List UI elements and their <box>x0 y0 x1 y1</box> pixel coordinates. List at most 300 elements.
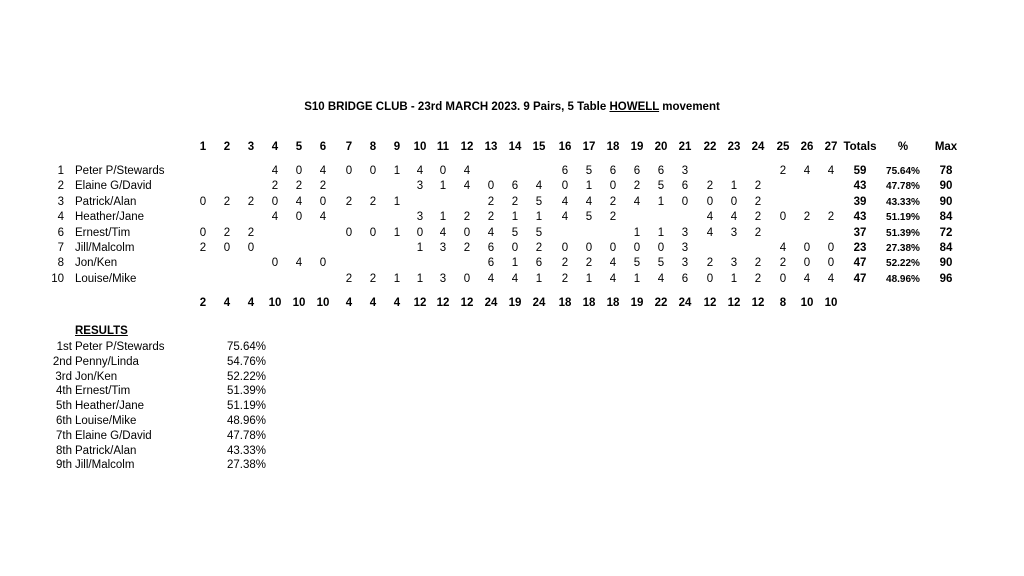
row-percent: 52.22% <box>886 258 920 269</box>
score-cell: 0 <box>633 242 641 254</box>
row-max: 90 <box>939 196 953 208</box>
score-cell <box>265 272 285 287</box>
score-cell <box>217 179 237 194</box>
board-header: 2 <box>223 141 231 153</box>
score-cell: 0 <box>585 242 593 254</box>
board-max: 12 <box>703 297 717 309</box>
score-cell: 4 <box>585 196 593 208</box>
score-cell: 2 <box>706 257 714 269</box>
row-max: 84 <box>939 211 953 223</box>
score-cell: 2 <box>511 196 519 208</box>
results-heading: RESULTS <box>75 325 128 337</box>
board-max: 4 <box>223 297 231 309</box>
score-cell: 0 <box>827 242 835 254</box>
score-cell: 1 <box>511 257 519 269</box>
max-header: Max <box>934 141 958 153</box>
score-cell: 1 <box>393 273 401 285</box>
score-cell: 3 <box>681 227 689 239</box>
pair-number: 6 <box>57 227 64 239</box>
row-percent: 43.33% <box>886 197 920 208</box>
board-max: 12 <box>413 297 427 309</box>
score-cell <box>265 241 285 256</box>
score-cell <box>724 241 744 256</box>
score-cell: 2 <box>609 211 617 223</box>
score-cell: 6 <box>561 165 569 177</box>
pair-number: 7 <box>57 242 64 254</box>
score-cell: 0 <box>609 180 617 192</box>
score-cell <box>529 164 549 179</box>
score-cell: 3 <box>416 180 424 192</box>
board-max: 4 <box>247 297 255 309</box>
score-cell: 4 <box>827 273 835 285</box>
board-max: 24 <box>678 297 692 309</box>
board-max: 12 <box>436 297 450 309</box>
score-cell: 2 <box>561 273 569 285</box>
score-cell: 2 <box>369 196 377 208</box>
score-cell: 4 <box>803 165 811 177</box>
score-cell: 0 <box>295 165 303 177</box>
board-max: 19 <box>508 297 522 309</box>
score-cell: 2 <box>706 180 714 192</box>
result-place: 7th <box>56 430 72 442</box>
score-cell <box>363 179 383 194</box>
score-cell: 5 <box>535 196 543 208</box>
pair-name: Louise/Mike <box>75 273 137 285</box>
score-cell: 3 <box>681 257 689 269</box>
score-cell: 0 <box>247 242 255 254</box>
score-cell <box>363 241 383 256</box>
score-cell: 3 <box>681 242 689 254</box>
score-cell <box>821 179 841 194</box>
score-cell: 6 <box>681 180 689 192</box>
score-cell <box>387 256 407 271</box>
score-cell: 2 <box>463 211 471 223</box>
pair-name: Elaine G/David <box>75 180 152 192</box>
score-cell <box>773 179 793 194</box>
score-cell: 0 <box>319 257 327 269</box>
score-cell: 4 <box>633 196 641 208</box>
score-cell: 4 <box>319 165 327 177</box>
score-cell: 1 <box>511 211 519 223</box>
score-cell: 2 <box>633 180 641 192</box>
score-cell <box>700 164 720 179</box>
result-percent: 52.22% <box>227 371 267 383</box>
board-header: 12 <box>460 141 474 153</box>
score-cell <box>217 256 237 271</box>
result-name: Ernest/Tim <box>75 385 131 397</box>
score-cell: 2 <box>487 196 495 208</box>
board-header: 17 <box>582 141 596 153</box>
result-place: 3rd <box>55 371 72 383</box>
result-place: 2nd <box>52 356 72 368</box>
board-max: 4 <box>345 297 353 309</box>
score-cell: 2 <box>463 242 471 254</box>
result-place: 4th <box>56 385 72 397</box>
score-cell: 4 <box>657 273 665 285</box>
board-header: 13 <box>484 141 498 153</box>
board-max: 22 <box>654 297 668 309</box>
score-cell: 1 <box>393 196 401 208</box>
board-header: 26 <box>800 141 814 153</box>
score-cell: 2 <box>271 180 279 192</box>
score-cell: 0 <box>803 242 811 254</box>
board-max: 4 <box>369 297 377 309</box>
pair-name: Heather/Jane <box>75 211 145 223</box>
score-cell: 4 <box>779 242 787 254</box>
score-cell: 4 <box>827 165 835 177</box>
pair-name: Ernest/Tim <box>75 227 131 239</box>
result-percent: 47.78% <box>227 430 267 442</box>
row-max: 72 <box>939 227 953 239</box>
score-cell <box>339 256 359 271</box>
score-cell <box>651 210 671 225</box>
score-cell: 0 <box>345 165 353 177</box>
totals-header: Totals <box>843 141 877 153</box>
score-cell <box>193 210 213 225</box>
score-cell: 5 <box>585 211 593 223</box>
result-name: Heather/Jane <box>75 400 145 412</box>
board-header: 4 <box>271 141 279 153</box>
score-cell: 2 <box>345 196 353 208</box>
score-cell: 2 <box>487 211 495 223</box>
score-cell <box>457 256 477 271</box>
score-cell: 2 <box>609 196 617 208</box>
score-cell: 5 <box>511 227 519 239</box>
result-place: 5th <box>56 400 72 412</box>
score-cell <box>289 226 309 241</box>
score-cell <box>363 210 383 225</box>
score-cell: 2 <box>319 180 327 192</box>
score-cell <box>387 210 407 225</box>
score-cell: 2 <box>345 273 353 285</box>
score-cell: 1 <box>657 227 665 239</box>
score-cell <box>821 226 841 241</box>
score-cell: 6 <box>535 257 543 269</box>
score-cell: 1 <box>730 180 738 192</box>
row-max: 90 <box>939 180 953 192</box>
board-max: 24 <box>532 297 546 309</box>
score-cell: 0 <box>463 227 471 239</box>
score-cell: 0 <box>827 257 835 269</box>
board-max: 12 <box>460 297 474 309</box>
score-cell <box>241 272 261 287</box>
score-cell: 6 <box>487 257 495 269</box>
score-cell: 1 <box>416 273 424 285</box>
board-max: 10 <box>800 297 814 309</box>
score-cell <box>241 164 261 179</box>
score-cell: 1 <box>730 273 738 285</box>
board-header: 16 <box>558 141 572 153</box>
score-cell: 0 <box>657 242 665 254</box>
score-cell: 3 <box>681 165 689 177</box>
score-cell <box>748 241 768 256</box>
board-max: 18 <box>582 297 596 309</box>
pair-number: 8 <box>57 257 64 269</box>
score-cell <box>313 272 333 287</box>
score-cell: 2 <box>585 257 593 269</box>
score-cell: 1 <box>657 196 665 208</box>
row-max: 90 <box>939 257 953 269</box>
score-cell <box>603 226 623 241</box>
score-cell: 4 <box>535 180 543 192</box>
score-cell <box>457 195 477 210</box>
score-cell <box>748 164 768 179</box>
row-total: 47 <box>853 257 867 269</box>
score-cell: 0 <box>561 180 569 192</box>
score-cell <box>339 241 359 256</box>
row-max: 96 <box>939 273 953 285</box>
score-cell: 4 <box>487 273 495 285</box>
score-cell <box>555 226 575 241</box>
title-suffix: movement <box>659 101 720 113</box>
score-cell: 0 <box>681 196 689 208</box>
score-cell: 5 <box>657 257 665 269</box>
score-cell: 0 <box>463 273 471 285</box>
score-cell: 2 <box>369 273 377 285</box>
score-cell: 6 <box>487 242 495 254</box>
score-cell: 1 <box>633 227 641 239</box>
score-cell <box>241 179 261 194</box>
score-cell: 2 <box>754 180 762 192</box>
result-name: Jill/Malcolm <box>75 459 135 471</box>
result-name: Patrick/Alan <box>75 445 137 457</box>
score-cell <box>289 272 309 287</box>
score-cell: 2 <box>754 273 762 285</box>
result-name: Louise/Mike <box>75 415 137 427</box>
score-cell: 0 <box>345 227 353 239</box>
score-cell: 1 <box>393 165 401 177</box>
score-cell: 4 <box>561 211 569 223</box>
score-cell: 2 <box>199 242 207 254</box>
score-cell <box>773 195 793 210</box>
row-total: 59 <box>853 165 867 177</box>
board-header: 14 <box>508 141 522 153</box>
score-cell: 3 <box>439 242 447 254</box>
pair-number: 2 <box>57 180 64 192</box>
score-cell: 2 <box>754 211 762 223</box>
board-header: 19 <box>630 141 644 153</box>
board-max: 2 <box>199 297 207 309</box>
score-cell: 2 <box>827 211 835 223</box>
score-cell: 6 <box>633 165 641 177</box>
score-cell: 4 <box>463 165 471 177</box>
score-cell: 1 <box>439 180 447 192</box>
score-cell <box>217 164 237 179</box>
pair-name: Peter P/Stewards <box>75 165 165 177</box>
score-cell: 4 <box>706 227 714 239</box>
score-cell: 0 <box>487 180 495 192</box>
score-cell: 4 <box>609 273 617 285</box>
row-total: 39 <box>853 196 867 208</box>
score-cell <box>505 164 525 179</box>
score-cell <box>433 256 453 271</box>
board-header: 20 <box>654 141 668 153</box>
board-max: 18 <box>558 297 572 309</box>
score-cell: 6 <box>681 273 689 285</box>
score-cell <box>193 179 213 194</box>
score-cell: 2 <box>779 165 787 177</box>
score-cell: 0 <box>779 273 787 285</box>
score-cell: 4 <box>511 273 519 285</box>
score-cell: 4 <box>706 211 714 223</box>
result-place: 1st <box>56 341 72 353</box>
board-max: 8 <box>779 297 787 309</box>
result-place: 8th <box>56 445 72 457</box>
score-cell <box>773 226 793 241</box>
result-percent: 51.39% <box>227 385 267 397</box>
board-header: 8 <box>369 141 377 153</box>
score-cell: 4 <box>487 227 495 239</box>
board-header: 7 <box>345 141 353 153</box>
board-header: 1 <box>199 141 207 153</box>
board-header: 22 <box>703 141 717 153</box>
board-max: 10 <box>268 297 282 309</box>
score-cell <box>217 210 237 225</box>
score-cell <box>481 164 501 179</box>
score-cell: 0 <box>223 242 231 254</box>
score-cell: 6 <box>609 165 617 177</box>
score-cell: 0 <box>271 196 279 208</box>
score-cell <box>387 179 407 194</box>
score-cell: 0 <box>271 257 279 269</box>
score-cell: 5 <box>585 165 593 177</box>
score-cell: 4 <box>271 211 279 223</box>
score-cell <box>797 226 817 241</box>
score-cell <box>797 179 817 194</box>
score-cell: 4 <box>295 196 303 208</box>
board-header: 10 <box>413 141 427 153</box>
score-cell: 2 <box>535 242 543 254</box>
result-place: 9th <box>56 459 72 471</box>
score-cell <box>339 179 359 194</box>
score-cell: 4 <box>609 257 617 269</box>
board-header: 27 <box>824 141 838 153</box>
score-cell <box>627 210 647 225</box>
row-total: 23 <box>853 242 867 254</box>
score-cell <box>217 272 237 287</box>
result-name: Peter P/Stewards <box>75 341 165 353</box>
row-percent: 75.64% <box>886 166 920 177</box>
score-cell <box>821 195 841 210</box>
score-cell: 4 <box>271 165 279 177</box>
score-cell <box>410 256 430 271</box>
score-cell: 2 <box>561 257 569 269</box>
board-max: 10 <box>316 297 330 309</box>
board-header: 18 <box>606 141 620 153</box>
pair-number: 10 <box>51 273 64 285</box>
score-cell: 0 <box>319 196 327 208</box>
score-cell: 6 <box>657 165 665 177</box>
row-percent: 47.78% <box>886 181 920 192</box>
result-percent: 75.64% <box>227 341 267 353</box>
board-max: 12 <box>727 297 741 309</box>
score-cell: 2 <box>803 211 811 223</box>
score-cell: 0 <box>295 211 303 223</box>
score-cell <box>724 164 744 179</box>
score-cell: 0 <box>706 196 714 208</box>
score-cell: 0 <box>416 227 424 239</box>
score-cell: 0 <box>561 242 569 254</box>
score-cell: 2 <box>779 257 787 269</box>
score-cell: 3 <box>439 273 447 285</box>
score-cell <box>241 210 261 225</box>
score-cell: 2 <box>754 227 762 239</box>
pair-number: 1 <box>57 165 64 177</box>
score-cell <box>675 210 695 225</box>
score-cell: 4 <box>295 257 303 269</box>
board-max: 12 <box>751 297 765 309</box>
row-percent: 27.38% <box>886 243 920 254</box>
board-header: 9 <box>393 141 401 153</box>
score-cell: 4 <box>803 273 811 285</box>
score-cell: 4 <box>439 227 447 239</box>
score-cell <box>797 195 817 210</box>
score-cell <box>339 210 359 225</box>
score-cell: 1 <box>393 227 401 239</box>
score-cell <box>313 226 333 241</box>
percent-header: % <box>897 141 909 153</box>
row-percent: 48.96% <box>886 274 920 285</box>
score-cell <box>289 241 309 256</box>
score-cell: 0 <box>199 196 207 208</box>
score-cell: 2 <box>223 196 231 208</box>
score-cell <box>387 241 407 256</box>
row-total: 37 <box>853 227 867 239</box>
score-cell: 1 <box>633 273 641 285</box>
row-total: 43 <box>853 211 867 223</box>
score-cell <box>313 241 333 256</box>
board-max: 4 <box>393 297 401 309</box>
row-total: 47 <box>853 273 867 285</box>
score-cell: 1 <box>535 273 543 285</box>
score-cell <box>193 272 213 287</box>
score-cell <box>579 226 599 241</box>
score-cell: 1 <box>416 242 424 254</box>
score-cell <box>363 256 383 271</box>
score-cell: 5 <box>535 227 543 239</box>
score-cell: 0 <box>369 227 377 239</box>
score-cell: 1 <box>585 180 593 192</box>
score-cell: 0 <box>199 227 207 239</box>
board-max: 19 <box>630 297 644 309</box>
result-name: Penny/Linda <box>75 356 139 368</box>
result-percent: 51.19% <box>227 400 267 412</box>
score-cell: 0 <box>803 257 811 269</box>
board-header: 23 <box>727 141 741 153</box>
board-header: 11 <box>436 141 450 153</box>
board-header: 25 <box>776 141 790 153</box>
score-cell: 5 <box>633 257 641 269</box>
row-max: 78 <box>939 165 953 177</box>
score-cell: 0 <box>369 165 377 177</box>
board-max: 18 <box>606 297 620 309</box>
board-max: 10 <box>292 297 306 309</box>
score-cell: 2 <box>223 227 231 239</box>
pair-name: Jill/Malcolm <box>75 242 135 254</box>
score-cell: 5 <box>657 180 665 192</box>
board-header: 5 <box>295 141 303 153</box>
score-cell <box>193 256 213 271</box>
score-cell: 1 <box>585 273 593 285</box>
score-cell <box>433 195 453 210</box>
score-cell: 2 <box>247 227 255 239</box>
board-max: 24 <box>484 297 498 309</box>
score-cell: 0 <box>730 196 738 208</box>
board-header: 15 <box>532 141 546 153</box>
score-cell: 2 <box>247 196 255 208</box>
score-cell: 0 <box>439 165 447 177</box>
score-cell: 4 <box>730 211 738 223</box>
